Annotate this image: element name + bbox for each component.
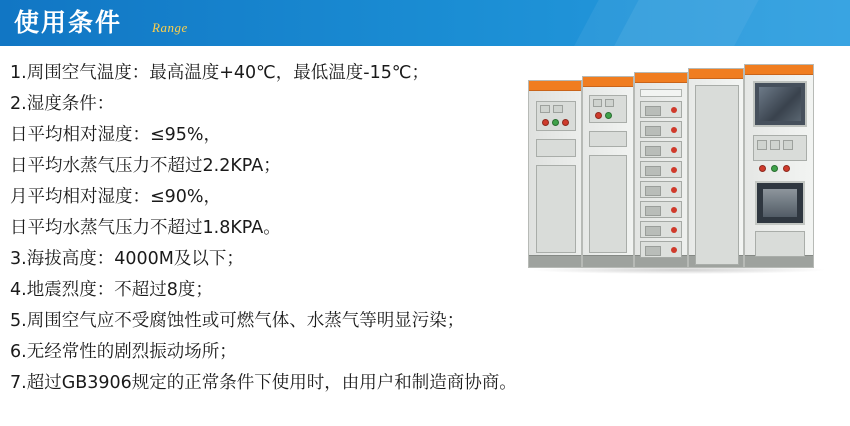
cabinet-top-band [635, 73, 687, 83]
cabinet-base [529, 255, 581, 267]
meter-gauge [593, 99, 602, 107]
indicator-light [605, 112, 612, 119]
cabinet-base [583, 255, 633, 267]
cabinet-unit-1 [528, 80, 582, 268]
cabinet-door [695, 85, 739, 265]
page-title: 使用条件 [14, 9, 123, 37]
condition-line: 日平均水蒸气压力不超过2.2KPA； [10, 156, 281, 176]
cabinet-door [589, 155, 627, 253]
withdrawable-drawer [640, 161, 682, 178]
cabinet-top-band [745, 65, 813, 75]
condition-line: 3.海拔高度：4000M及以下； [10, 249, 244, 269]
cabinet-label [640, 89, 682, 97]
main-circuit-breaker [755, 181, 805, 225]
meter-gauge [540, 105, 550, 113]
cabinet-unit-3 [634, 72, 688, 268]
condition-line: 日平均相对湿度：≤95%， [10, 125, 222, 145]
cabinet-top-band [529, 81, 581, 91]
page-header [0, 0, 850, 46]
withdrawable-drawer [640, 181, 682, 198]
indicator-light [759, 165, 766, 172]
condition-line: 1.周围空气温度：最高温度+40℃，最低温度-15℃； [10, 63, 430, 83]
indicator-light [771, 165, 778, 172]
withdrawable-drawer [640, 101, 682, 118]
cabinet-top-band [689, 69, 743, 79]
meter-gauge [783, 140, 793, 150]
meter-gauge [605, 99, 614, 107]
condition-line: 日平均水蒸气压力不超过1.8KPA。 [10, 218, 281, 238]
cabinet-unit-5 [744, 64, 814, 268]
indicator-light [552, 119, 559, 126]
condition-line: 5.周围空气应不受腐蚀性或可燃气体、水蒸气等明显污染； [10, 311, 465, 331]
withdrawable-drawer [640, 241, 682, 258]
indicator-light [542, 119, 549, 126]
withdrawable-drawer [640, 221, 682, 238]
cabinet-unit-4 [688, 68, 744, 268]
page-subtitle: Range [152, 20, 188, 35]
cabinet-door [536, 165, 576, 253]
nameplate-panel [536, 139, 576, 157]
product-image-switchgear [528, 62, 828, 272]
withdrawable-drawer [640, 141, 682, 158]
cabinet-top-band [583, 77, 633, 87]
indicator-light [783, 165, 790, 172]
condition-line: 2.湿度条件： [10, 94, 115, 114]
condition-line: 6.无经常性的剧烈振动场所； [10, 342, 237, 362]
inspection-window [753, 81, 807, 127]
cabinet-door [755, 231, 805, 257]
withdrawable-drawer [640, 201, 682, 218]
withdrawable-drawer [640, 121, 682, 138]
meter-gauge [757, 140, 767, 150]
nameplate-panel [589, 131, 627, 147]
meter-gauge [770, 140, 780, 150]
condition-line: 月平均相对湿度：≤90%， [10, 187, 222, 207]
cabinet-unit-2 [582, 76, 634, 268]
condition-line: 4.地震烈度：不超过8度； [10, 280, 213, 300]
indicator-light [595, 112, 602, 119]
meter-gauge [553, 105, 563, 113]
indicator-light [562, 119, 569, 126]
condition-line: 7.超过GB3906规定的正常条件下使用时，由用户和制造商协商。 [10, 373, 517, 393]
